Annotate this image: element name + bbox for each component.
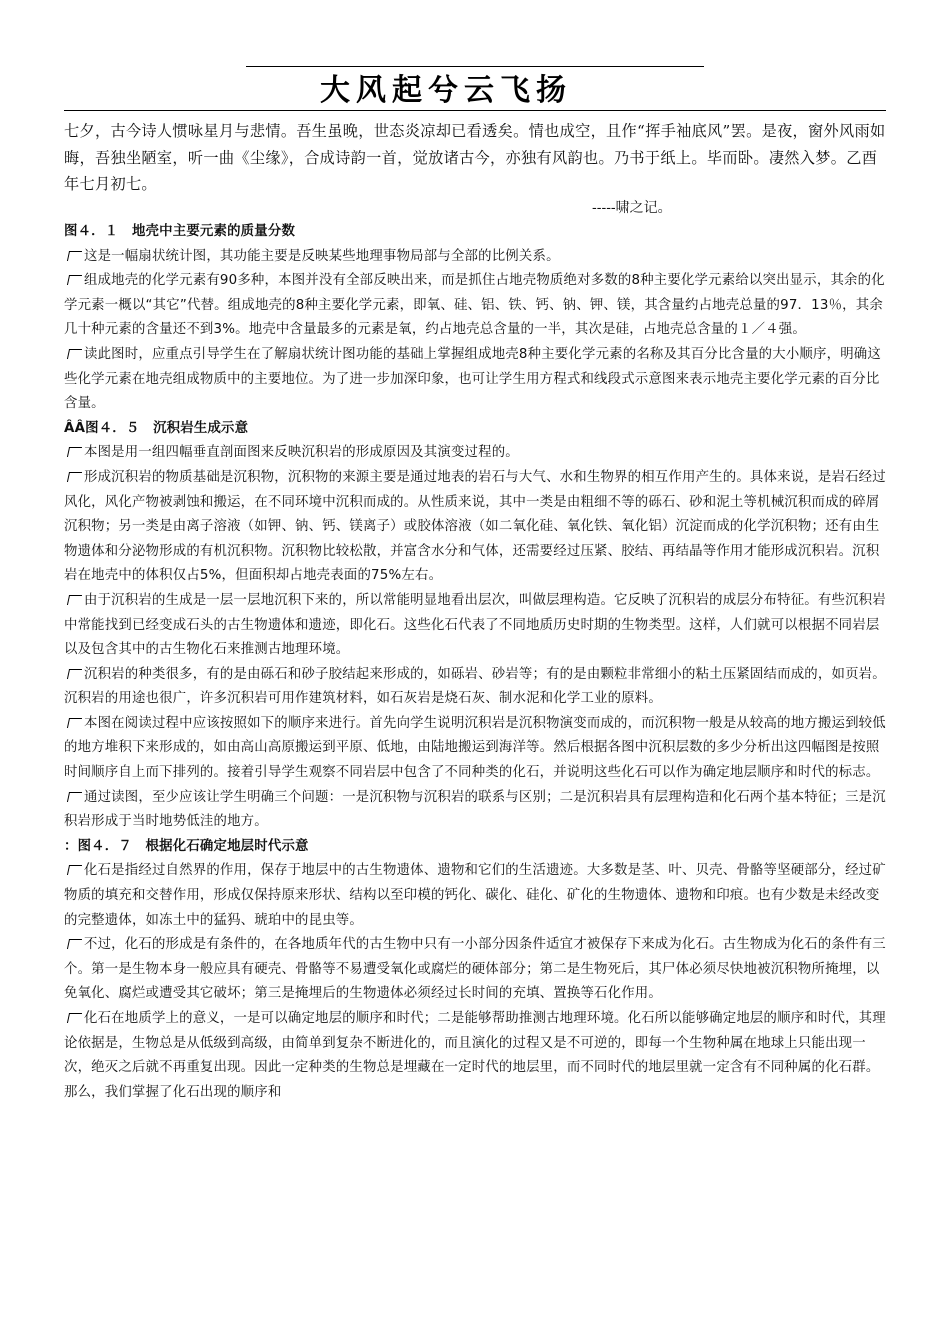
paragraph-mark-icon — [64, 444, 84, 458]
paragraph-mark-icon — [64, 789, 84, 803]
paragraph-mark-icon — [64, 346, 84, 360]
paragraph-mark-icon — [64, 272, 84, 286]
paragraph-mark-icon — [64, 1010, 84, 1024]
paragraph: 化石是指经过自然界的作用，保存于地层中的古生物遗体、遗物和它们的生活遗迹。大多数是茎、叶、贝壳、骨骼等坚硬部分，经过矿物质的填充和交替作用，形成仅保持原来形状、结构以至印模的钙化、碳化、硅化、矿化的生物遗体、遗物和印痕。也有少数是未经改变的完整遗体，如冻土中的猛犸、琥珀中的昆虫等。 — [64, 863, 886, 928]
paragraph-mark-icon — [64, 936, 84, 950]
intro-paragraph: 七夕，古今诗人惯咏星月与悲情。吾生虽晚，世态炎凉却已看透矣。情也成空，且作“挥手袖底风”罢。是夜，窗外风雨如晦，吾独坐陋室，听一曲《尘缘》，合成诗韵一首，觉放诸古今，亦独有风韵也。乃书于纸上。毕而卧。凄然入梦。乙酉年七月初七。 — [64, 122, 886, 193]
paragraph-mark-icon — [64, 248, 84, 262]
paragraph: 由于沉积岩的生成是一层一层地沉积下来的，所以常能明显地看出层次，叫做层理构造。它反映了沉积岩的成层分布特征。有些沉积岩中常能找到已经变成石头的古生物遗体和遗迹，即化石。这些化石代表了不同地质历史时期的生物类型。这样，人们就可以根据不同岩层以及包含其中的古生物化石来推测古地理环境。 — [64, 592, 886, 658]
paragraph: 不过，化石的形成是有条件的，在各地质年代的古生物中只有一小部分因条件适宜才被保存下来成为化石。古生物成为化石的条件有三个。第一是生物本身一般应具有硬壳、骨骼等不易遭受氧化或腐烂的硬体部分；第二是生物死后，其尸体必须尽快地被沉积物所掩埋，以免氧化、腐烂或遭受其它破坏；第三是掩埋后的生物遗体必须经过长时间的充填、置换等石化作用。 — [64, 937, 886, 1002]
signature: -----啸之记。 — [592, 200, 672, 216]
section-heading: 图４．１ 地壳中主要元素的质量分数 — [64, 224, 296, 239]
paragraph: 本图在阅读过程中应该按照如下的顺序来进行。首先向学生说明沉积岩是沉积物演变而成的，而沉积物一般是从较高的地方搬运到较低的地方堆积下来形成的，如由高山高原搬运到平原、低地，由陆地搬运到海洋等。然后根据各图中沉积层数的多少分析出这四幅图是按照时间顺序自上而下排列的。接着引导学生观察不同岩层中包含了不同种类的化石，并说明这些化石可以作为确定地层顺序和时代的标志。 — [64, 715, 886, 781]
paragraph-mark-icon — [64, 715, 84, 729]
paragraph: 沉积岩的种类很多，有的是由砾石和砂子胶结起来形成的，如砾岩、砂岩等；有的是由颗粒非常细小的粘土压紧固结而成的，如页岩。沉积岩的用途也很广，许多沉积岩可用作建筑材料，如石灰岩是烧石灰、制水泥和化学工业的原料。 — [64, 666, 886, 707]
paragraph: 化石在地质学上的意义，一是可以确定地层的顺序和时代；二是能够帮助推测古地理环境。化石所以能够确定地层的顺序和时代，其理论依据是，生物总是从低级到高级，由简单到复杂不断进化的，而且演化的过程又是不可逆的，即每一个生物种属在地球上只能出现一次，绝灭之后就不再重复出现。因此一定种类的生物总是埋藏在一定时代的地层里，而不同时代的地层里就一定含有不同种属的化石群。那么，我们掌握了化石出现的顺序和 — [64, 1011, 886, 1100]
paragraph: 通过读图，至少应该让学生明确三个问题：一是沉积物与沉积岩的联系与区别；二是沉积岩具有层理构造和化石两个基本特征；三是沉积岩形成于当时地势低洼的地方。 — [64, 789, 886, 830]
paragraph: 组成地壳的化学元素有90多种，本图并没有全部反映出来，而是抓住占地壳物质绝对多数的8种主要化学元素给以突出显示，其余的化学元素一概以“其它”代替。组成地壳的8种主要化学元素，即氧、硅、铝、铁、钙、钠、钾、镁，其含量约占地壳总量的97．13％，其余几十种元素的含量还不到3%。地壳中含量最多的元素是氧，约占地壳总含量的一半，其次是硅，占地壳总含量的１／４强。 — [64, 273, 885, 338]
paragraph-mark-icon — [64, 666, 84, 680]
paragraph: 读此图时，应重点引导学生在了解扇状统计图功能的基础上掌握组成地壳8种主要化学元素的名称及其百分比含量的大小顺序，明确这些化学元素在地壳组成物质中的主要地位。为了进一步加深印象，也可让学生用方程式和线段式示意图来表示地壳主要化学元素的百分比含量。 — [64, 346, 881, 412]
paragraph-mark-icon — [64, 862, 84, 876]
paragraph: 这是一幅扇状统计图，其功能主要是反映某些地理事物局部与全部的比例关系。 — [64, 245, 886, 270]
header-top-rule — [246, 66, 704, 67]
header-bottom-rule — [64, 110, 886, 111]
paragraph: 形成沉积岩的物质基础是沉积物，沉积物的来源主要是通过地表的岩石与大气、水和生物界的相互作用产生的。具体来说，是岩石经过风化，风化产物被剥蚀和搬运，在不同环境中沉积而成的。从性质来说，其中一类是由粗细不等的砾石、砂和泥土等机械沉积而成的碎屑沉积物；另一类是由离子溶液（如钾、钠、钙、镁离子）或胶体溶液（如二氧化硅、氧化铁、氧化铝）沉淀而成的化学沉积物；还有由生物遗体和分泌物形成的有机沉积物。沉积物比较松散，并富含水分和气体，还需要经过压紧、胶结、再结晶等作用才能形成沉积岩。沉积岩在地壳中的体积仅占5%，但面积却占地壳表面的75%左右。 — [64, 469, 886, 584]
page-title: 大风起兮云飞扬 — [320, 73, 572, 108]
paragraph-mark-icon — [64, 592, 84, 606]
paragraph: 本图是用一组四幅垂直剖面图来反映沉积岩的形成原因及其演变过程的。 — [64, 441, 886, 466]
section-heading: ÂÂ图４．５ 沉积岩生成示意 — [64, 420, 249, 436]
paragraph-mark-icon — [64, 469, 84, 483]
section-heading: ：图４．７ 根据化石确定地层时代示意 — [64, 838, 309, 854]
document-body — [64, 220, 886, 1105]
